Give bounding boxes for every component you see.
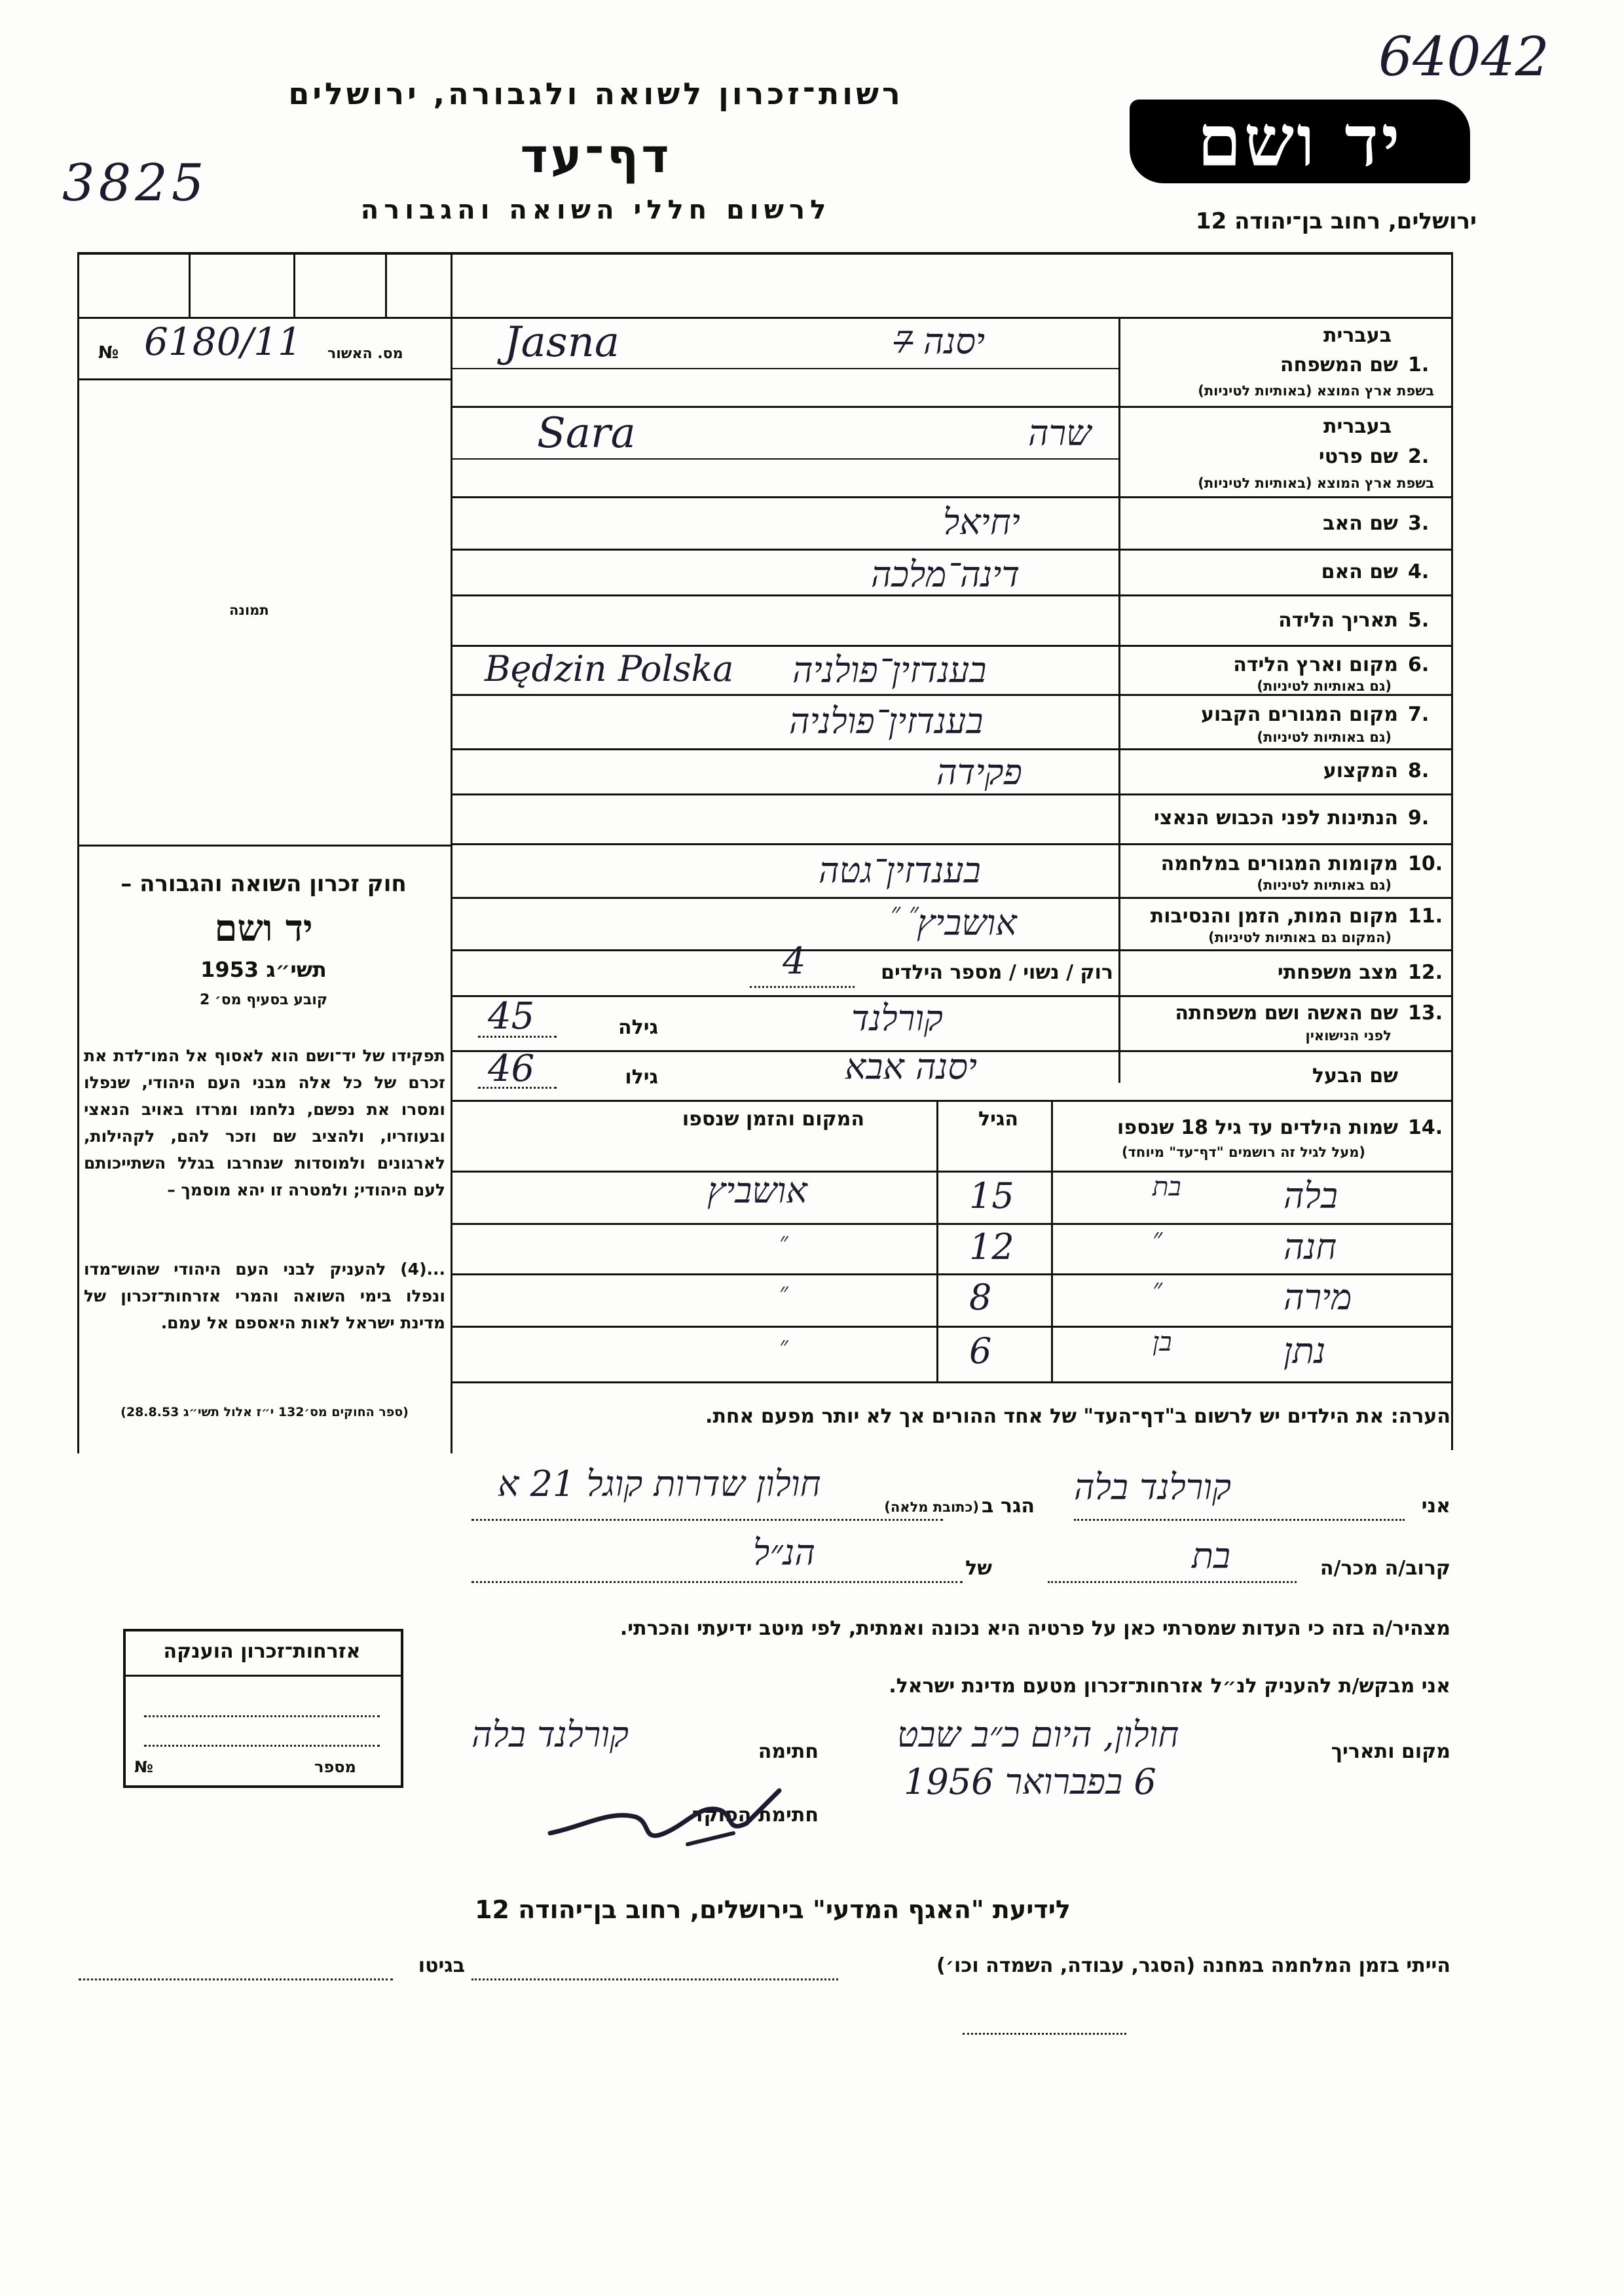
field2-no: 2. (1408, 445, 1430, 468)
relation-value: בת (1192, 1535, 1230, 1576)
field3-label: שם האב (1323, 512, 1398, 535)
husband-label: שם הבעל (1312, 1065, 1398, 1087)
field6-label: מקום וארץ הלידה (1233, 653, 1398, 676)
surname-latin: Jasna (504, 318, 620, 367)
field2-label: שם פרטי (1318, 445, 1398, 468)
field13-no: 13. (1408, 1002, 1443, 1025)
field11-sub: (המקום גם באותיות לטיניות) (1208, 930, 1392, 945)
birthplace: בענדזין־פולניה (792, 649, 987, 691)
field7-sub: (גם באותיות לטיניות) (1257, 729, 1392, 745)
archive-number: 64042 (1378, 26, 1549, 88)
child-death-place: ״ (779, 1279, 788, 1305)
child-age: 6 (969, 1330, 992, 1372)
declarant-address: חולון שדרות קוגל 21 א (498, 1463, 821, 1504)
children-title: שמות הילדים עד גיל 18 שנספו (1117, 1116, 1398, 1139)
citizenship-number-label: מספר (314, 1758, 356, 1776)
first-name-latin: Sara (537, 409, 636, 458)
declarant-signature: קורלנד בלה (471, 1714, 629, 1755)
field1-sub: בשפת ארץ המוצא (באותיות לטיניות) (1198, 383, 1434, 399)
camp-text: הייתי בזמן המלחמה במחנה (הסגר, עבודה, השמדה וכו׳) (936, 1954, 1450, 1977)
age-header: הגיל (978, 1108, 1018, 1131)
field3-no: 3. (1408, 512, 1430, 535)
law-gazette: (ספר החוקים מס׳132 י״ז אלול תשי״ג 28.8.53) (120, 1405, 409, 1419)
wartime-residence: בענדזין־גטה (819, 850, 981, 891)
child-death-place: ״ (779, 1228, 788, 1255)
husband-age: 46 (488, 1048, 535, 1090)
field10-no: 10. (1408, 852, 1443, 875)
field10-sub: (גם באותיות לטיניות) (1257, 877, 1392, 893)
field10-label: מקומות המגורים במלחמה (1160, 852, 1398, 875)
law-text-1: תפקידו של יד־ושם הוא לאסוף אל המו־לדת את זכרם של כל אלה מבני העם היהודי, שנפלו ומסרו את נפשם, נלחמו ומרדו באויב הנאצי ובעוזריו, ולהציב שם וזכר להם, לקהילות, לארגונים ולמוסדות שנחרבו בגלל השתייכותם לעם היהודי; ולמטרה זו יהא מוסמך – (84, 1046, 445, 1199)
surname-hebrew: יסנה (923, 321, 986, 362)
photo-label: תמונה (229, 602, 269, 618)
officer-signature (537, 1771, 799, 1856)
field1-label: שם המשפחה (1280, 354, 1398, 376)
field7-label: מקום המגורים הקבוע (1201, 703, 1398, 726)
child-name: חנה (1283, 1226, 1337, 1267)
child-relation: בת (1153, 1172, 1181, 1202)
field11-no: 11. (1408, 905, 1443, 928)
yad-vashem-logo (1130, 100, 1470, 183)
wife-name: קורלנד (851, 998, 943, 1039)
field1-no: 1. (1408, 354, 1430, 376)
declarant-prefix: אני (1421, 1495, 1450, 1518)
wife-age-label: גילה (618, 1016, 658, 1039)
children-sub: (מעל לגיל זה רושמים "דף־עד" מיוחד) (1121, 1144, 1365, 1160)
first-name-hebrew: שרה (1028, 412, 1092, 454)
field4-label: שם האם (1321, 560, 1398, 583)
law-title: חוק זכרון השואה והגבורה – (120, 871, 407, 897)
relation-label: קרוב/ה מכר/ה (1320, 1557, 1450, 1580)
father-name: יחיאל (943, 501, 1020, 543)
field12-no: 12. (1408, 961, 1443, 984)
file-number: 3825 (62, 154, 208, 213)
resides-label: הגר ב (982, 1495, 1035, 1518)
field4-no: 4. (1408, 560, 1430, 583)
field6-sub: (גם באותיות לטיניות) (1257, 678, 1392, 694)
field1-hebrew-tag: בעברית (1323, 324, 1392, 347)
husband-name: יסנה אבא (845, 1046, 978, 1087)
approval-number: 6180/11 (144, 319, 302, 364)
struck-text: 7 (894, 325, 913, 360)
logo-text: יד ושם (1197, 100, 1403, 183)
field2-hebrew-tag: בעברית (1323, 415, 1392, 438)
place-date-label: מקום ותאריך (1331, 1740, 1450, 1763)
wife-age: 45 (488, 995, 535, 1038)
child-death-place: אושביץ (707, 1170, 807, 1211)
children-count: 4 (783, 940, 806, 983)
declaration-text: מצהיר/ה בזה כי העדות שמסרתי כאן על פרטיה היא נכונה ואמתית, לפי מיטב ידיעתי והכרתי. (619, 1617, 1450, 1640)
child-relation: ״ (1153, 1223, 1163, 1253)
date-secondary: 6 בפברואר 1956 (904, 1761, 1156, 1802)
child-name: בלה (1283, 1175, 1338, 1216)
field5-no: 5. (1408, 609, 1430, 632)
of-value: הנ״ל (753, 1532, 815, 1573)
ghetto-label: בגיטו (418, 1954, 465, 1977)
residence: בענדזין־פולניה (789, 701, 984, 742)
field13-label: שם האשה ושם משפחתה (1175, 1002, 1398, 1025)
child-age: 12 (969, 1226, 1014, 1267)
profession: פקידה (936, 752, 1022, 793)
form-subtitle: לרשום חללי השואה והגבורה (360, 195, 832, 225)
child-death-place: ״ (779, 1332, 788, 1359)
authority-name: רשות־זכרון לשואה ולגבורה, ירושלים (288, 76, 904, 111)
address-hint: (כתובת מלאה) (884, 1499, 979, 1515)
children-note: הערה: את הילדים יש לרשום ב"דף־העד" של אחד ההורים אך לא יותר מפעם אחת. (705, 1405, 1450, 1428)
citizenship-request: אני מבקש/ת להעניק לנ״ל אזרחות־זכרון מטעם מדינת ישראל. (889, 1675, 1450, 1698)
citizenship-no-sign: № (134, 1758, 153, 1776)
officer-label: חתימת הפוקד (692, 1804, 819, 1827)
child-age: 15 (969, 1175, 1014, 1216)
death-ditto: ״ ״ (891, 898, 919, 928)
field7-no: 7. (1408, 703, 1430, 726)
children-no: 14. (1408, 1116, 1443, 1139)
citizenship-title: אזרחות־זכרון הוענקה (163, 1640, 361, 1663)
field9-no: 9. (1408, 807, 1430, 829)
law-year: תשי״ג 1953 (200, 957, 327, 982)
field11-label: מקום המות, הזמן והנסיבות (1150, 905, 1398, 928)
signature-label: חתימה (758, 1740, 819, 1763)
approval-no-sign: № (98, 343, 119, 363)
law-clause: קובע בסעיף מס׳ 2 (199, 992, 328, 1008)
child-name: נתן (1283, 1330, 1326, 1372)
field12-label: מצב משפחתי (1277, 961, 1398, 984)
mother-name: דינה־מלכה (871, 554, 1020, 595)
place-date: חולון, היום כ״ב שבט (897, 1714, 1179, 1755)
field13-sub: לפני הנישואין (1305, 1028, 1392, 1044)
place-header: המקום והזמן שנספו (682, 1108, 864, 1131)
law-name: יד ושם (214, 907, 313, 950)
death-place: אושביץ (917, 902, 1017, 943)
husband-age-label: גילו (625, 1066, 658, 1089)
footer-title: לידיעת "האגף המדעי" בירושלים, רחוב בן־יהודה 12 (475, 1895, 1071, 1924)
law-text-2: ...(4) להעניק לבני העם היהודי שהוש־מדו ונפלו בימי השואה והמרי אזרחות־זכרון של מדינת ישראל לאות היאספם אל עמם. (84, 1260, 445, 1332)
child-age: 8 (969, 1277, 992, 1318)
field8-no: 8. (1408, 759, 1430, 782)
declarant-name: קורלנד בלה (1074, 1467, 1232, 1508)
field8-label: המקצוע (1323, 759, 1398, 782)
of-label: של (965, 1557, 992, 1580)
field5-label: תאריך הלידה (1278, 609, 1398, 632)
field2-sub: בשפת ארץ המוצא (באותיות לטיניות) (1198, 475, 1434, 491)
marital-status-options: רוק / נשוי / מספר הילדים (881, 961, 1113, 984)
child-relation: ״ (1153, 1273, 1163, 1303)
child-relation: בן (1153, 1327, 1172, 1357)
logo-address: ירושלים, רחוב בן־יהודה 12 (1195, 208, 1477, 234)
field9-label: הנתינות לפני הכבוש הנאצי (1154, 807, 1398, 829)
child-name: מירה (1283, 1277, 1352, 1318)
approval-label: מס. האשור (327, 346, 403, 362)
field6-no: 6. (1408, 653, 1430, 676)
birthplace-latin: Będzin Polska (485, 648, 734, 689)
form-title: דף־עד (520, 128, 672, 183)
